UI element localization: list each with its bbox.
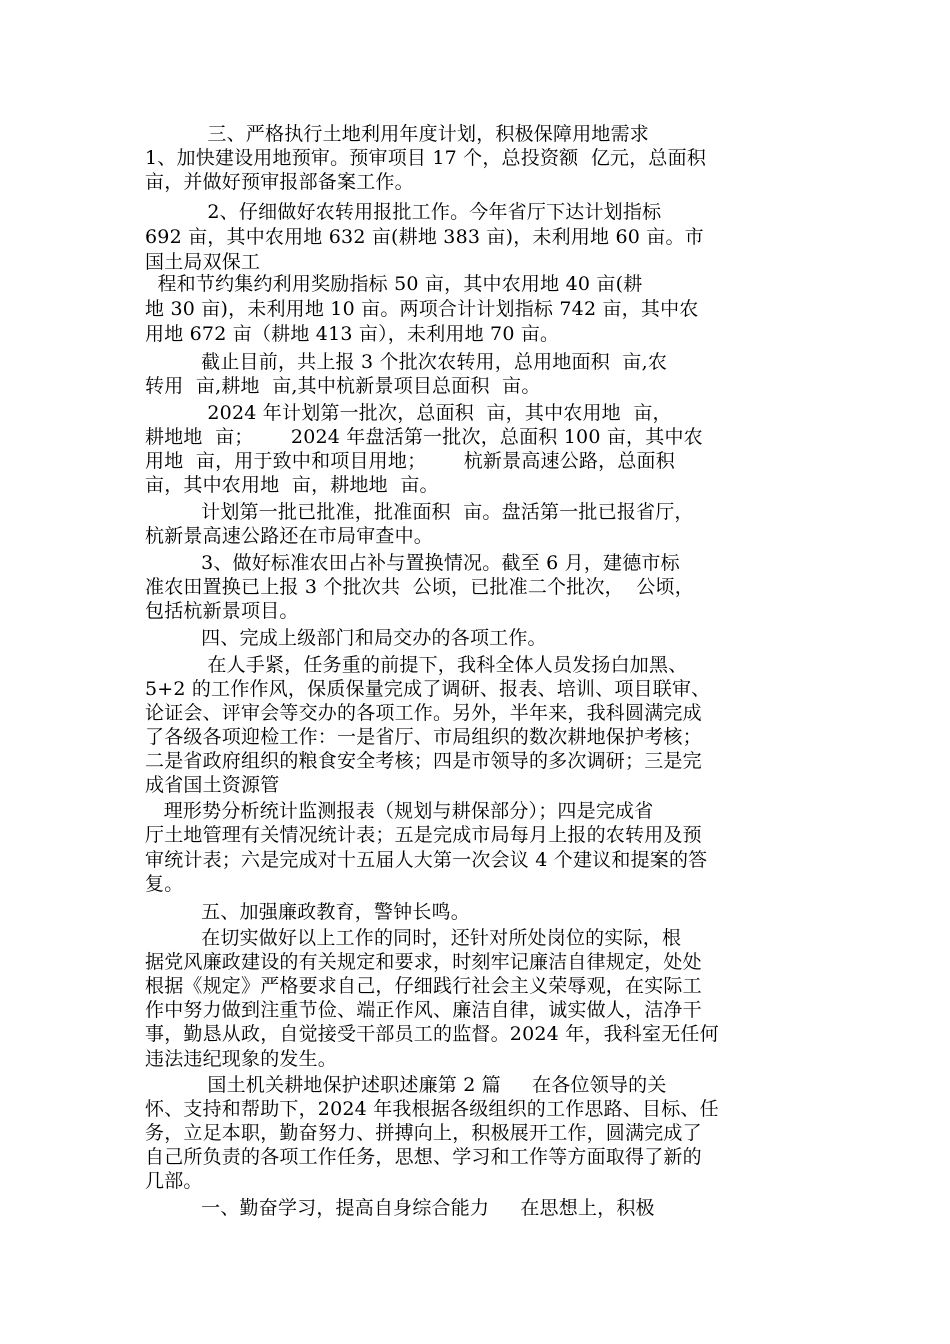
text-line: 亩，其中农用地 亩，耕地地 亩。 — [145, 474, 439, 496]
text-line: 用地 亩，用于致中和项目用地； 杭新景高速公路，总面积 — [145, 450, 675, 472]
text-line: 二是省政府组织的粮食安全考核；四是市领导的多次调研；三是完 — [145, 750, 702, 772]
text-line: 了各级各项迎检工作：一是省厅、市局组织的数次耕地保护考核； — [145, 726, 702, 748]
text-line: 在切实做好以上工作的同时，还针对所处岗位的实际，根 — [145, 927, 682, 949]
text-line: 作中努力做到注重节俭、端正作风、廉洁自律，诚实做人，洁净干 — [145, 999, 702, 1021]
text-line: 国土局双保工 — [145, 251, 261, 273]
text-line: 2、仔细做好农转用报批工作。今年省厅下达计划指标 — [145, 201, 662, 223]
text-line: 自己所负责的各项工作任务，思想、学习和工作等方面取得了新的 — [145, 1146, 702, 1168]
text-line: 务，立足本职，勤奋努力、拼搏向上，积极展开工作，圆满完成了 — [145, 1122, 702, 1144]
text-line: 理形势分析统计监测报表（规划与耕保部分）；四是完成省 — [145, 800, 654, 822]
text-line: 包括杭新景项目。 — [145, 600, 299, 622]
text-line: 事，勤恳从政，自觉接受干部员工的监督。2024 年，我科室无任何 — [145, 1023, 719, 1045]
text-line: 692 亩，其中农用地 632 亩(耕地 383 亩)，未利用地 60 亩。市 — [145, 226, 704, 248]
text-line: 截止目前，共上报 3 个批次农转用，总用地面积 亩,农 — [145, 351, 668, 373]
text-line: 论证会、评审会等交办的各项工作。另外，半年来，我科圆满完成 — [145, 702, 702, 724]
section-heading: 五、加强廉政教育，警钟长鸣。 — [145, 901, 470, 923]
text-line: 在人手紧，任务重的前提下，我科全体人员发扬白加黑、 — [145, 654, 688, 676]
text-line: 准农田置换已上报 3 个批次共 公顷，已批准二个批次， 公顷， — [145, 576, 694, 598]
text-line: 耕地地 亩； 2024 年盘活第一批次，总面积 100 亩，其中农 — [145, 426, 703, 448]
text-line: 复。 — [145, 873, 184, 895]
text-line: 1、加快建设用地预审。预审项目 17 个，总投资额 亿元，总面积 — [145, 147, 707, 169]
text-line: 国土机关耕地保护述职述廉第 2 篇 在各位领导的关 — [145, 1074, 667, 1096]
text-line: 计划第一批已批准，批准面积 亩。盘活第一批已报省厅， — [145, 501, 694, 523]
text-line: 3、做好标准农田占补与置换情况。截至 6 月，建德市标 — [145, 552, 680, 574]
text-line: 据党风廉政建设的有关规定和要求，时刻牢记廉洁自律规定，处处 — [145, 951, 702, 973]
section-heading: 四、完成上级部门和局交办的各项工作。 — [145, 627, 547, 649]
text-line: 地 30 亩)，未利用地 10 亩。两项合计计划指标 742 亩，其中农 — [145, 298, 699, 320]
section-heading: 一、勤奋学习，提高自身综合能力 在思想上，积极 — [145, 1197, 655, 1219]
text-line: 杭新景高速公路还在市局审查中。 — [145, 525, 434, 547]
text-line: 程和节约集约利用奖励指标 50 亩，其中农用地 40 亩(耕 — [145, 273, 643, 295]
text-line: 用地 672 亩（耕地 413 亩），未利用地 70 亩。 — [145, 323, 560, 345]
text-line: 三、严格执行土地利用年度计划，积极保障用地需求 — [145, 123, 649, 145]
text-line: 2024 年计划第一批次，总面积 亩，其中农用地 亩， — [145, 402, 672, 424]
text-line: 违法违纪现象的发生。 — [145, 1048, 338, 1070]
text-line: 转用 亩,耕地 亩,其中杭新景项目总面积 亩。 — [145, 375, 541, 397]
text-line: 审统计表；六是完成对十五届人大第一次会议 4 个建议和提案的答 — [145, 849, 708, 871]
text-line: 厅土地管理有关情况统计表；五是完成市局每月上报的农转用及预 — [145, 824, 702, 846]
text-line: 成省国土资源管 — [145, 774, 280, 796]
text-line: 根据《规定》严格要求自己，仔细践行社会主义荣辱观，在实际工 — [145, 975, 702, 997]
text-line: 几部。 — [145, 1170, 203, 1192]
text-line: 亩，并做好预审报部备案工作。 — [145, 171, 414, 193]
text-line: 怀、支持和帮助下，2024 年我根据各级组织的工作思路、目标、任 — [145, 1098, 719, 1120]
text-line: 5+2 的工作作风，保质保量完成了调研、报表、培训、项目联审、 — [145, 678, 711, 700]
